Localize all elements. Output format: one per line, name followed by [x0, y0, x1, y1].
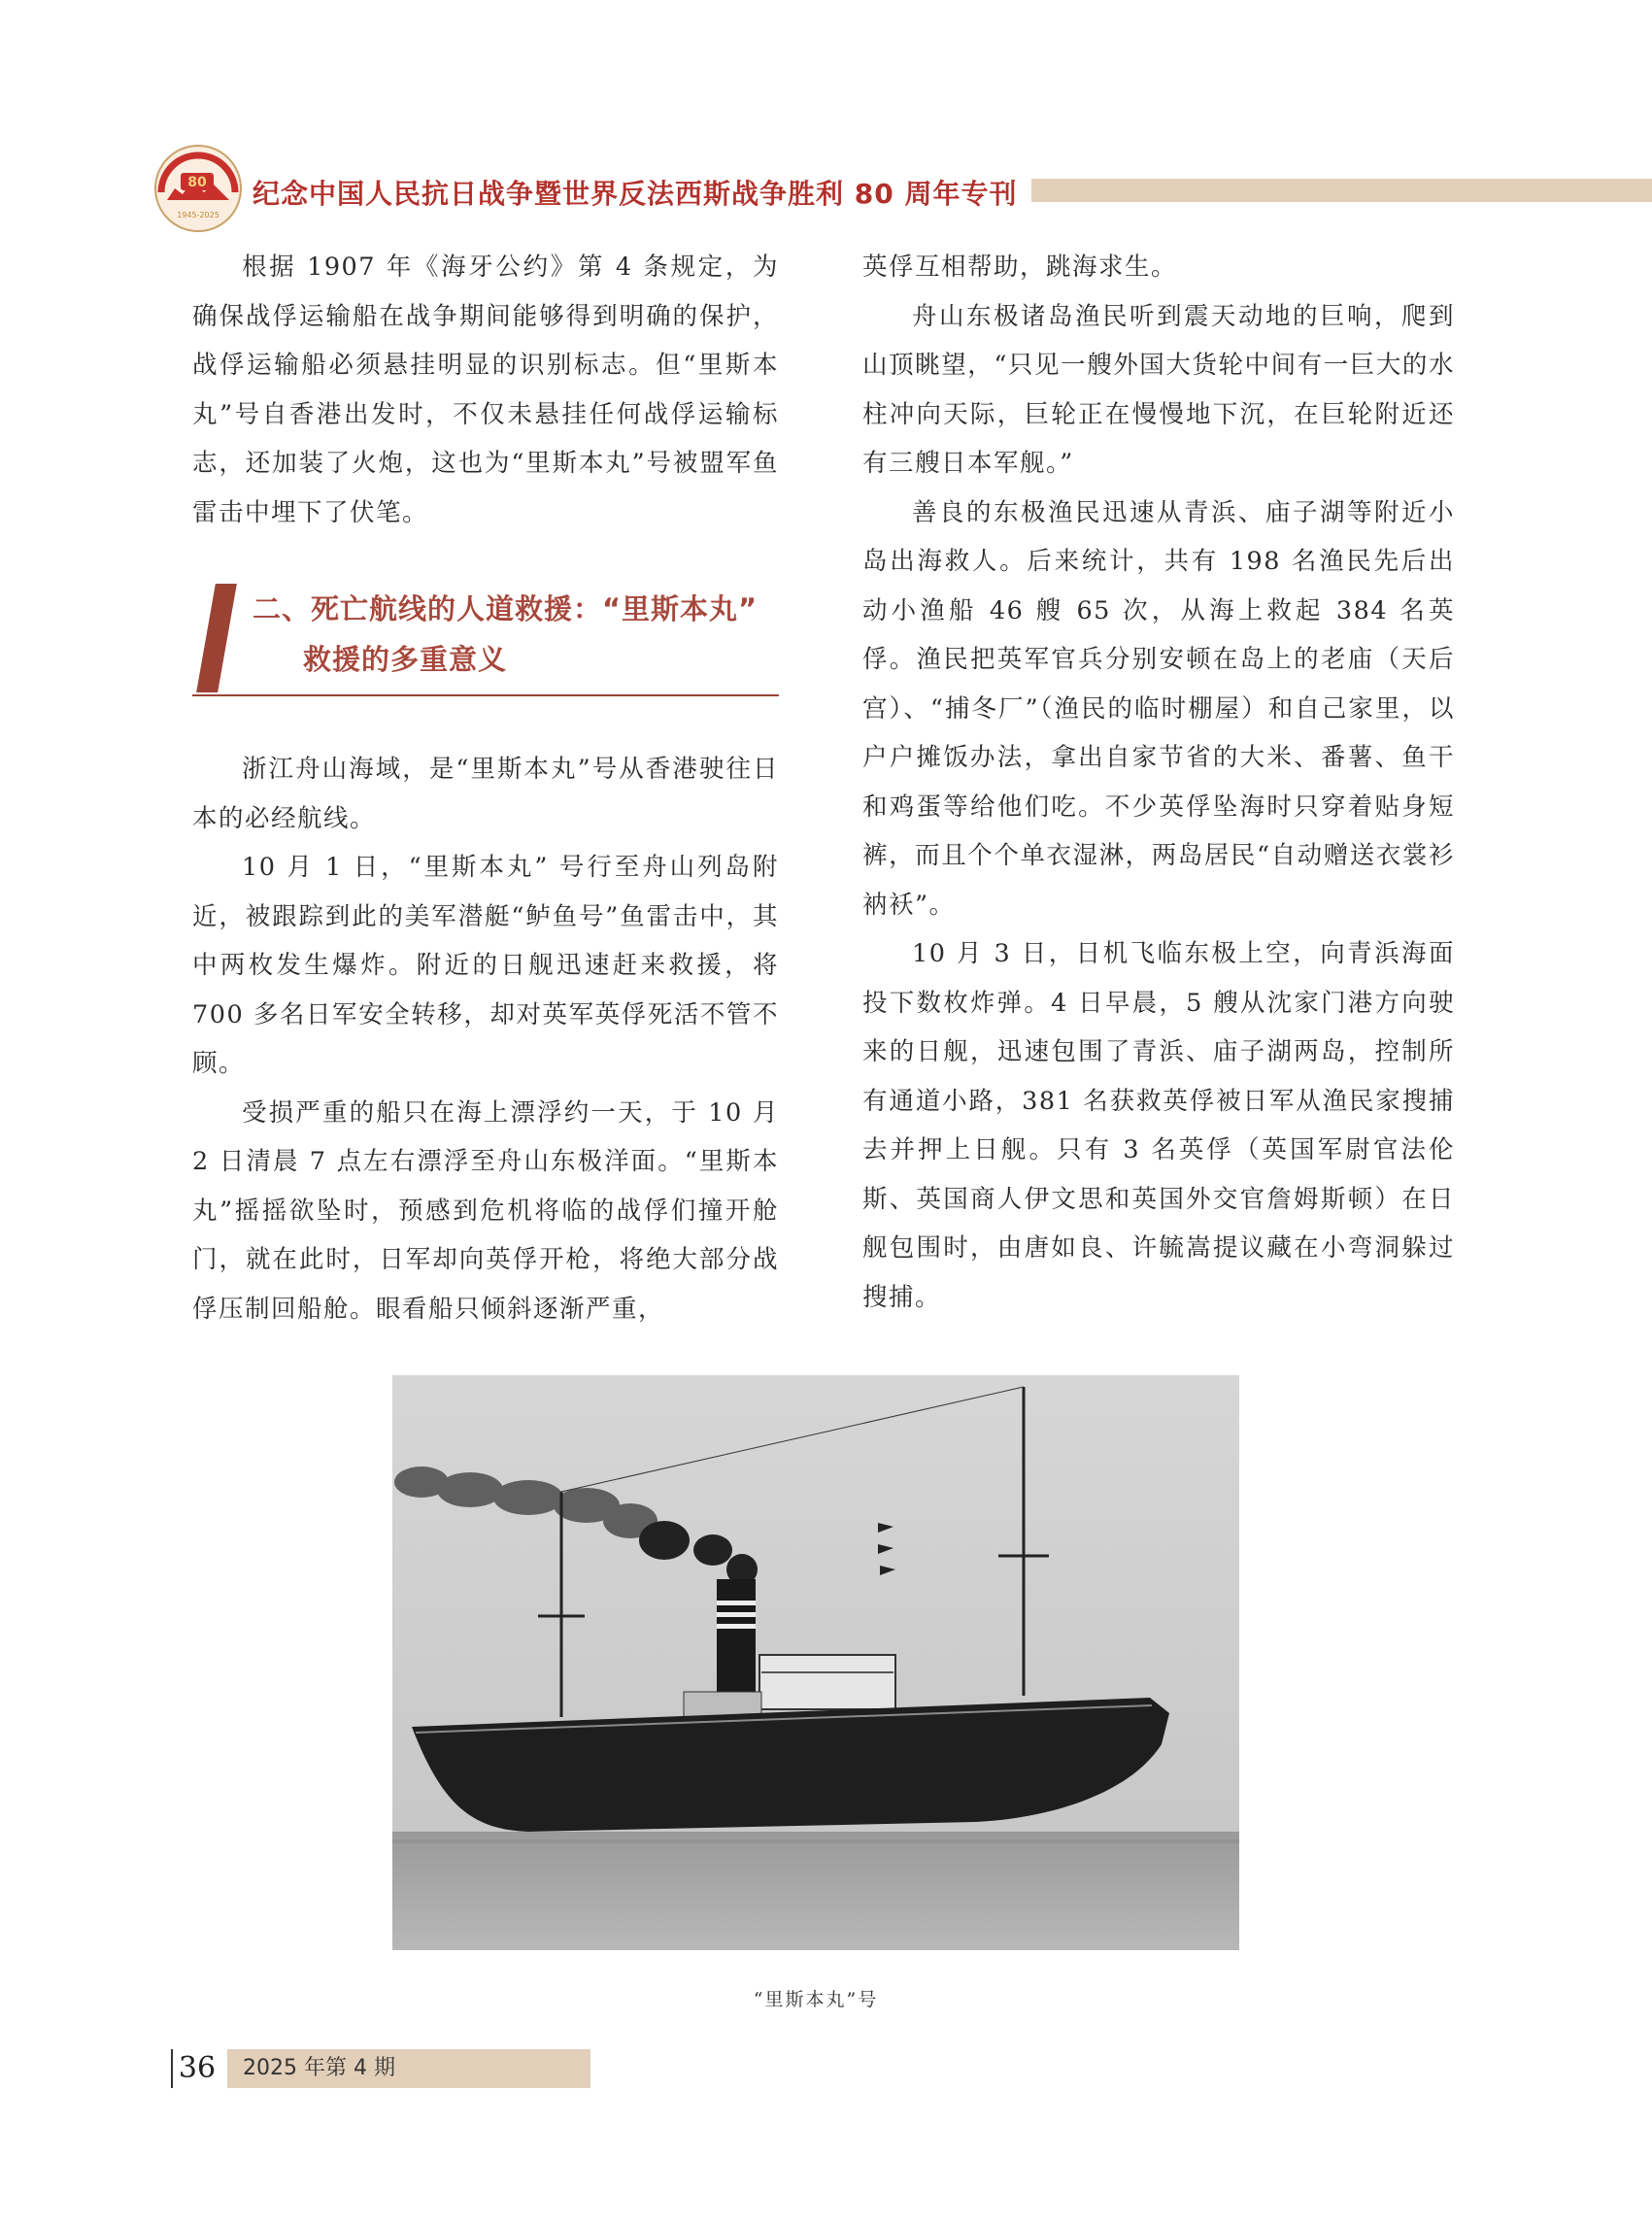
figure-caption: “里斯本丸”号 [753, 1989, 879, 2010]
section-underline [192, 694, 779, 696]
right-paragraph-3: 善良的东极渔民迅速从青浜、庙子湖等附近小岛出海救人。后来统计，共有 198 名渔民先后出动小渔船 46 艘 65 次，从海上救起 384 名英俘。渔民把英军官兵分别安顿在岛上的老庙（天后宫）、“捕冬厂”（渔民的临时棚屋）和自己家里，以户户摊饭办法，拿出自家节省的大米、番薯、鱼干和鸡蛋等给他们吃。不少英俘坠海时只穿着贴身短裤，而且个个单衣湿淋，两岛居民“自动赠送衣裳衫衲袄”。 [862, 497, 1455, 920]
left-paragraph-4: 受损严重的船只在海上漂浮约一天，于 10 月 2 日清晨 7 点左右漂浮至舟山东极洋面。“里斯本丸”摇摇欲坠时，预感到危机将临的战俘们撞开舱门，就在此时，日军却向英俘开枪，将绝大部分战俘压制回船舱。眼看船只倾斜逐渐严重， [192, 1097, 779, 1324]
logo-years: 1945-2025 [177, 211, 219, 219]
right-paragraph-4: 10 月 3 日，日机飞临东极上空，向青浜海面投下数枚炸弹。4 日早晨，5 艘从沈家门港方向驶来的日舰，迅速包围了青浜、庙子湖两岛，控制所有通道小路，381 名获救英俘被日军从渔民家搜捕去并押上日舰。只有 3 名英俘（英国军尉官法伦斯、英国商人伊文思和英国外交官詹姆斯顿）在日舰包围时，由唐如良、许毓嵩提议藏在小弯洞躲过搜捕。 [862, 939, 1455, 1312]
section-title [253, 584, 758, 685]
logo-number: 80 [187, 175, 207, 190]
section-title-line-2: 救援的多重意义 [303, 643, 508, 676]
left-column [192, 243, 779, 1333]
page-number: 36 [171, 2049, 221, 2088]
header-band [1031, 179, 1652, 202]
header-title: 纪念中国人民抗日战争暨世界反法西斯战争胜利 80 周年专刊 [253, 178, 1018, 210]
left-paragraph-2: 浙江舟山海域，是“里斯本丸”号从香港驶往日本的必经航线。 [192, 755, 779, 833]
left-paragraph-3: 10 月 1 日，“里斯本丸” 号行至舟山列岛附近，被跟踪到此的美军潜艇“鲈鱼号”鱼雷击中，其中两枚发生爆炸。附近的日舰迅速赶来救援，将 700 多名日军安全转移，却对英军英俘死活不管不顾。 [192, 853, 779, 1078]
ship-photo [392, 1375, 1239, 1950]
page-header [146, 136, 1652, 243]
right-paragraph-1: 英俘互相帮助，跳海求生。 [862, 253, 1178, 282]
section-accent-bar [196, 584, 237, 692]
right-column [862, 243, 1455, 1322]
anniversary-logo [153, 144, 243, 233]
section-title-line-1: 二、死亡航线的人道救援：“里斯本丸” [253, 592, 759, 625]
issue-label: 2025 年第 4 期 [227, 2049, 590, 2088]
left-paragraph-1: 根据 1907 年《海牙公约》第 4 条规定，为确保战俘运输船在战争期间能够得到明确的保护，战俘运输船必须悬挂明显的识别标志。但“里斯本丸”号自香港出发时，不仅未悬挂任何战俘运输标志，还加装了火炮，这也为“里斯本丸”号被盟军鱼雷击中埋下了伏笔。 [192, 253, 779, 527]
right-paragraph-2: 舟山东极诸岛渔民听到震天动地的巨响，爬到山顶眺望，“只见一艘外国大货轮中间有一巨大的水柱冲向天际，巨轮正在慢慢地下沉，在巨轮附近还有三艘日本军舰。” [862, 301, 1455, 478]
section-heading [192, 580, 779, 706]
